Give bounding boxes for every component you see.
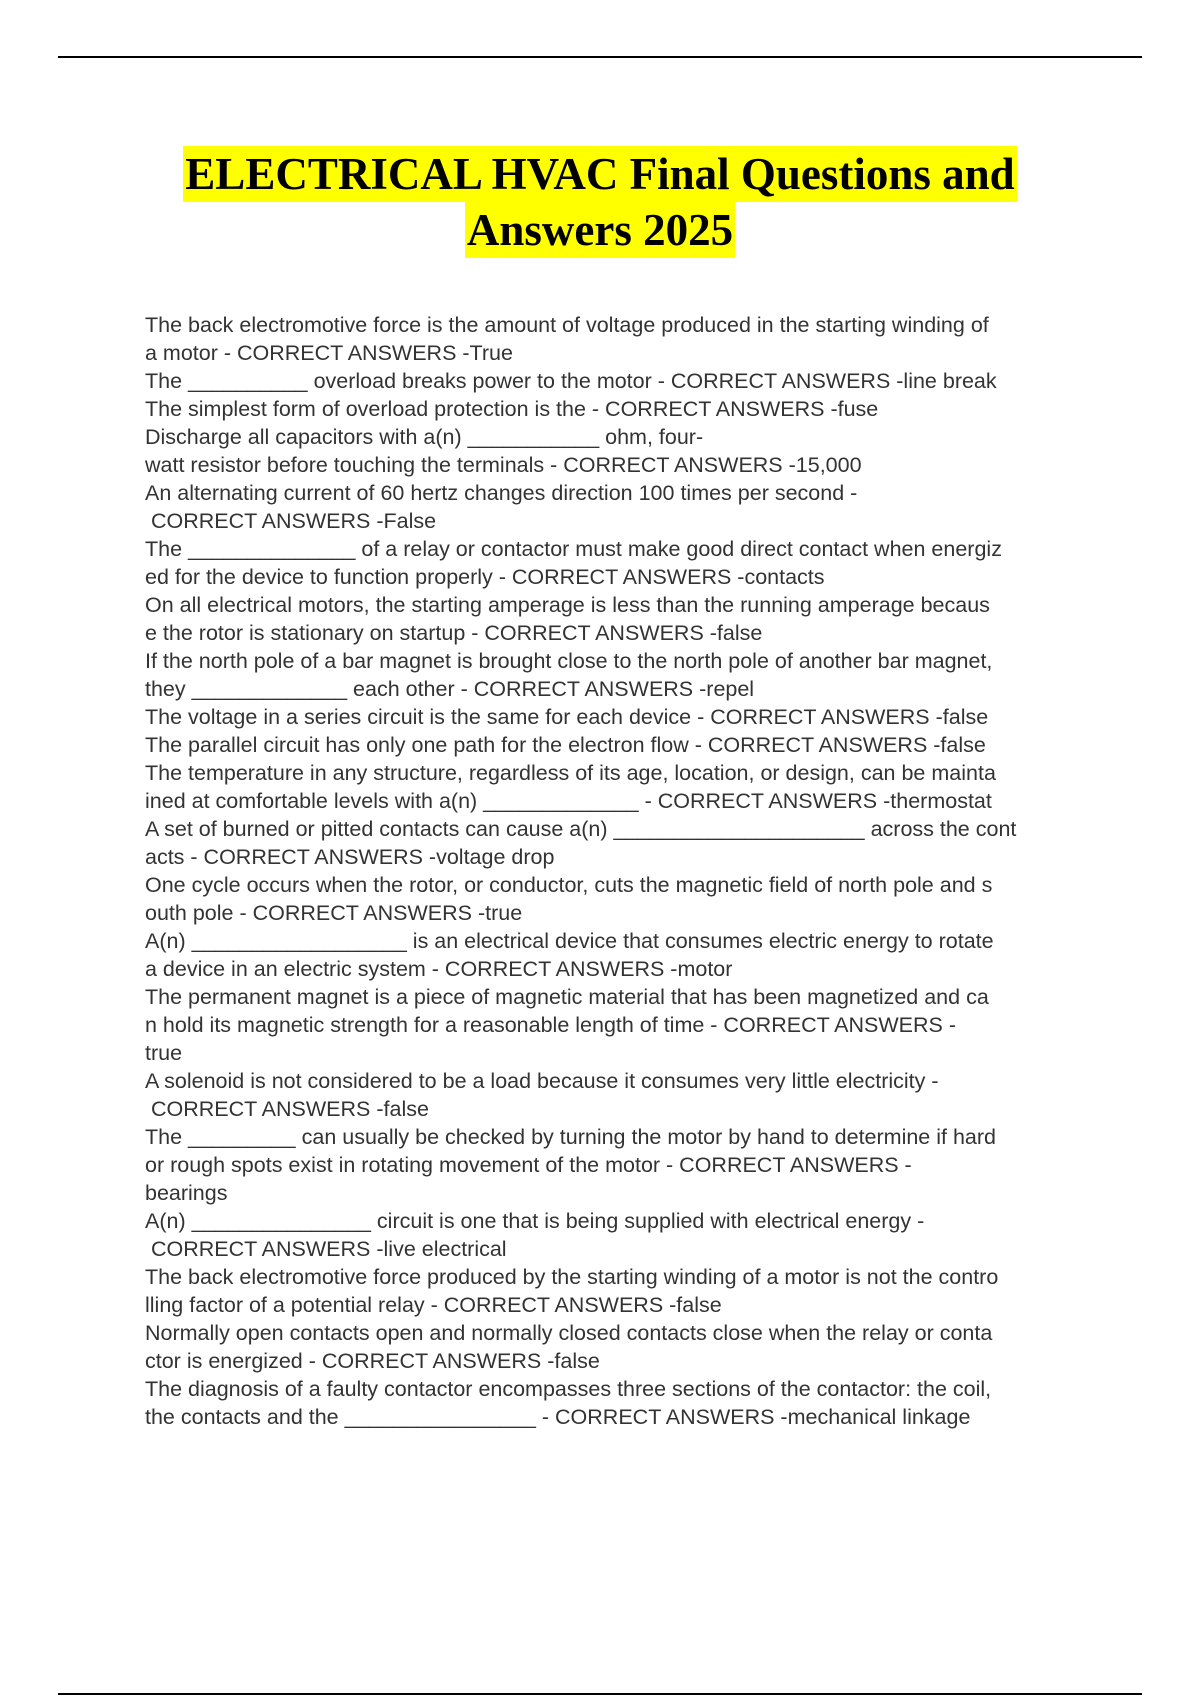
qa-item-line: ined at comfortable levels with a(n) _____________ - CORRECT ANSWERS -thermostat — [145, 789, 992, 813]
qa-item-line: Normally open contacts open and normally closed contacts close when the relay or conta — [145, 1321, 993, 1345]
qa-item — [145, 759, 1095, 815]
qa-item — [145, 367, 1095, 395]
footer-rule — [58, 1693, 1142, 1695]
qa-item-line: On all electrical motors, the starting amperage is less than the running amperage becaus — [145, 593, 990, 617]
qa-item-line: ctor is energized - CORRECT ANSWERS -false — [145, 1349, 600, 1373]
qa-item-line: The permanent magnet is a piece of magnetic material that has been magnetized and ca — [145, 985, 989, 1009]
qa-item-line: the contacts and the ________________ - CORRECT ANSWERS -mechanical linkage — [145, 1405, 971, 1429]
qa-item-line: ed for the device to function properly - CORRECT ANSWERS -contacts — [145, 565, 825, 589]
qa-item-line: The simplest form of overload protection is the - CORRECT ANSWERS -fuse — [145, 397, 879, 421]
qa-item-line: outh pole - CORRECT ANSWERS -true — [145, 901, 523, 925]
qa-item-line: A solenoid is not considered to be a load because it consumes very little electricity - — [145, 1069, 939, 1093]
qa-item-line: The back electromotive force produced by the starting winding of a motor is not the contro — [145, 1265, 999, 1289]
qa-item — [145, 479, 1095, 535]
qa-item — [145, 1067, 1095, 1123]
title-line-1: ELECTRICAL HVAC Final Questions and — [183, 146, 1016, 202]
qa-item — [145, 871, 1095, 927]
qa-item-line: The back electromotive force is the amount of voltage produced in the starting winding of — [145, 313, 989, 337]
qa-item-line: A set of burned or pitted contacts can cause a(n) _____________________ across the cont — [145, 817, 1017, 841]
qa-item-line: n hold its magnetic strength for a reasonable length of time - CORRECT ANSWERS - — [145, 1013, 956, 1037]
qa-item — [145, 731, 1095, 759]
qa-item-line: The voltage in a series circuit is the same for each device - CORRECT ANSWERS -false — [145, 705, 989, 729]
qa-item-line: a motor - CORRECT ANSWERS -True — [145, 341, 513, 365]
qa-item-line: The parallel circuit has only one path for the electron flow - CORRECT ANSWERS -false — [145, 733, 986, 757]
qa-item — [145, 983, 1095, 1067]
qa-item-line: A(n) _______________ circuit is one that is being supplied with electrical energy - — [145, 1209, 925, 1233]
qa-item — [145, 647, 1095, 703]
qa-item-line: An alternating current of 60 hertz changes direction 100 times per second - — [145, 481, 858, 505]
qa-item — [145, 1319, 1095, 1375]
qa-item-line: If the north pole of a bar magnet is brought close to the north pole of another bar magnet, — [145, 649, 993, 673]
qa-item-line: or rough spots exist in rotating movement of the motor - CORRECT ANSWERS - — [145, 1153, 912, 1177]
qa-item-line: The diagnosis of a faulty contactor encompasses three sections of the contactor: the coil, — [145, 1377, 992, 1401]
qa-list — [145, 311, 1095, 1431]
title-line-2: Answers 2025 — [465, 202, 735, 258]
qa-item — [145, 591, 1095, 647]
document-title — [0, 146, 1200, 258]
qa-item — [145, 1207, 1095, 1263]
qa-item-line: true — [145, 1041, 183, 1065]
qa-item-line: they _____________ each other - CORRECT ANSWERS -repel — [145, 677, 755, 701]
qa-item — [145, 815, 1095, 871]
qa-item — [145, 703, 1095, 731]
qa-item — [145, 927, 1095, 983]
qa-item-line: a device in an electric system - CORRECT ANSWERS -motor — [145, 957, 733, 981]
qa-item-line: A(n) __________________ is an electrical device that consumes electric energy to rotate — [145, 929, 994, 953]
qa-item-line: e the rotor is stationary on startup - CORRECT ANSWERS -false — [145, 621, 763, 645]
qa-item-line: The ______________ of a relay or contactor must make good direct contact when energiz — [145, 537, 1002, 561]
qa-item — [145, 311, 1095, 367]
header-rule — [58, 56, 1142, 58]
qa-item-line: watt resistor before touching the terminals - CORRECT ANSWERS -15,000 — [145, 453, 862, 477]
qa-item-line: The __________ overload breaks power to the motor - CORRECT ANSWERS -line break — [145, 369, 997, 393]
qa-item-line: CORRECT ANSWERS -live electrical — [145, 1237, 507, 1261]
qa-item-line: lling factor of a potential relay - CORRECT ANSWERS -false — [145, 1293, 722, 1317]
qa-item-line: acts - CORRECT ANSWERS -voltage drop — [145, 845, 555, 869]
qa-item-line: The _________ can usually be checked by turning the motor by hand to determine if hard — [145, 1125, 996, 1149]
qa-item-line: One cycle occurs when the rotor, or conductor, cuts the magnetic field of north pole and s — [145, 873, 993, 897]
qa-item — [145, 423, 1095, 479]
qa-item-line: Discharge all capacitors with a(n) ___________ ohm, four- — [145, 425, 704, 449]
qa-item — [145, 1375, 1095, 1431]
qa-item-line: bearings — [145, 1181, 228, 1205]
qa-item — [145, 1263, 1095, 1319]
qa-item — [145, 1123, 1095, 1207]
qa-item — [145, 395, 1095, 423]
qa-item-line: CORRECT ANSWERS -false — [145, 1097, 429, 1121]
qa-item — [145, 535, 1095, 591]
qa-item-line: CORRECT ANSWERS -False — [145, 509, 437, 533]
qa-item-line: The temperature in any structure, regardless of its age, location, or design, can be mainta — [145, 761, 996, 785]
